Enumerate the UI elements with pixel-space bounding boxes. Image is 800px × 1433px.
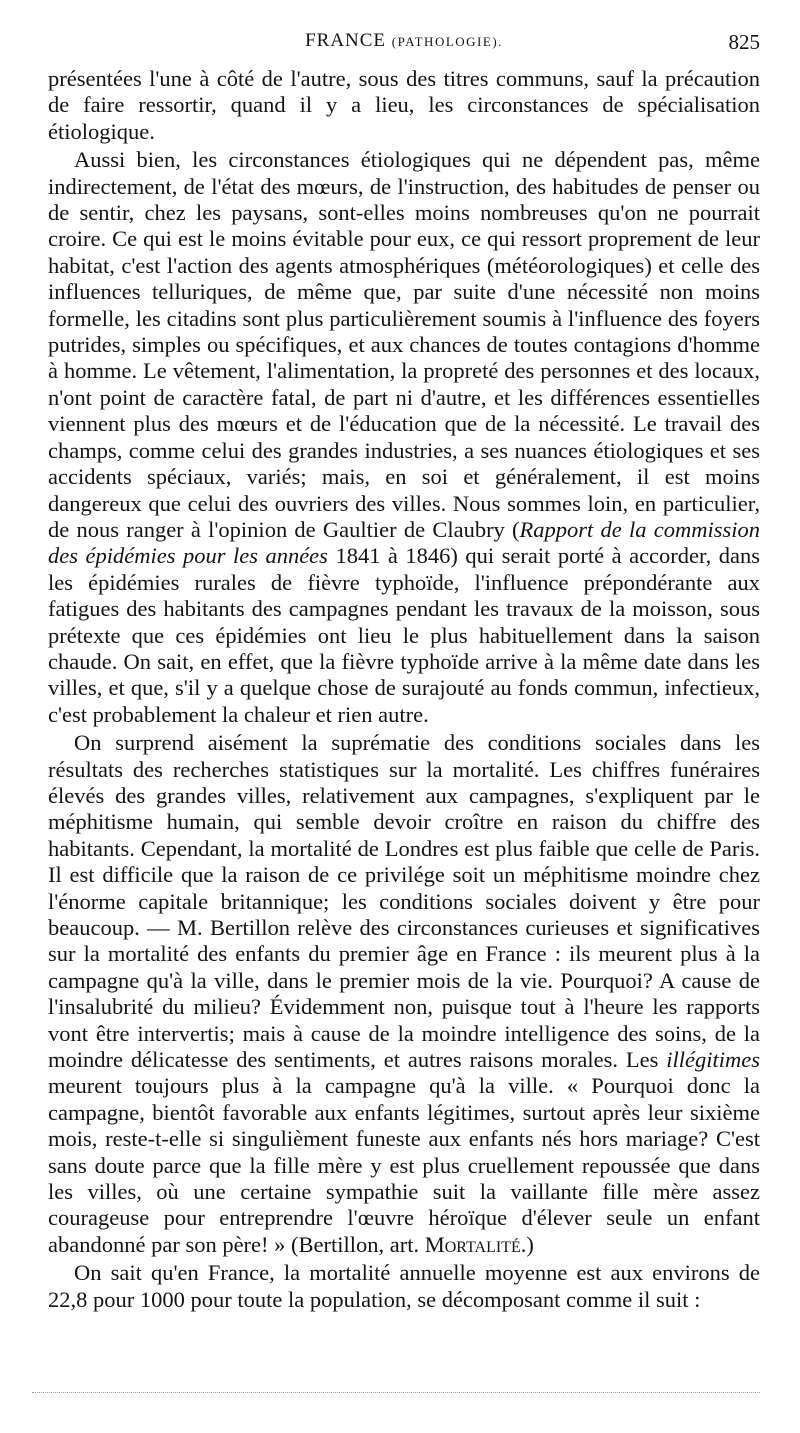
paragraph-text: ) qui serait porté à accorder, dans les épidémies rurales de fièvre typhoïde, l'influence prépondérante aux fatigues des habitants des campagnes pendant les travaux de la moisson, sous prétexte que ces épidémies ont lieu le plus habituellement dans la saison chaude. On sait, en effet, que la fièvre typhoïde arrive à la même date dans les villes, et que, s'il y a quelque chose de surajouté au fonds commun, infectieux, c'est probablement la chaleur et rien autre. <box>48 543 760 727</box>
page-number: 825 <box>728 30 760 54</box>
emphasis-term: illégitimes <box>666 1047 760 1073</box>
paragraph-text: Aussi bien, les circonstances étiologiques qui ne dépendent pas, même indirectement, de l'état des mœurs, de l'instruction, des habitudes de penser ou de sentir, chez les paysans, sont-elles moins nombreuses qu'on ne pourrait croire. Ce qui est le moins évitable pour eux, ce qui ressort proprement de leur habitat, c'est l'action des agents atmosphériques (météorologiques) et celle des influences telluriques, de même que, par suite d'une nécessité non moins formelle, les citadins sont plus particulièrement soumis à l'influence des foyers putrides, simples ou spécifiques, et aux chances de toutes contagions d'homme à homme. Le vêtement, l'alimentation, la propreté des personnes et des locaux, n'ont point de caractère fatal, de part ni d'autre, et les différences essentielles viennent plus des mœurs et de l'éducation que de la nécessité. Le travail des champs, comme celui des grandes industries, a ses nuances étiologiques et ses accidents spéciaux, variés; mais, en soi et généralement, il est moins dangereux que celui des ouvriers des villes. Nous sommes loin, en particulier, de nous ranger à l'opinion de Gaultier de Claubry ( <box>48 147 760 542</box>
paragraph-mortality <box>48 730 760 1258</box>
report-years: 1841 à 1846 <box>335 543 451 569</box>
paragraph-text: meurent toujours plus à la campagne qu'à la ville. « Pourquoi donc la campagne, bientôt favorable aux enfants légitimes, surtout après leur sixième mois, reste-t-elle si singulièment funeste aux enfants nés hors mariage? C'est sans doute parce que la fille mère y est plus cruellement repoussée que dans les villes, où une certaine sympathie suit la vaillante fille mère assez courageuse pour entreprendre l'œuvre héroïque d'élever seule un enfant abandonné par son père! » (Bertillon, art. <box>48 1073 760 1257</box>
body-text <box>48 66 760 1313</box>
paragraph-text: présentées l'une à côté de l'autre, sous des titres communs, sauf la précaution de faire ressortir, quand il y a lieu, les circonstances de spécialisation étiologique. <box>48 66 760 144</box>
running-subtitle: (PATHOLOGIE). <box>391 34 503 49</box>
paragraph-text: .) <box>520 1231 534 1257</box>
article-title: Mortalité <box>424 1231 521 1257</box>
footer-rule <box>32 1392 760 1393</box>
running-title: FRANCE <box>305 30 387 51</box>
paragraph-statistics <box>48 1260 760 1313</box>
running-head <box>48 30 760 52</box>
report-citation: Rapport de la commission des épidémies pour les années <box>48 516 760 569</box>
paragraph-continuation <box>48 66 760 145</box>
paragraph-text: On surprend aisément la suprématie des conditions sociales dans les résultats des recherches statistiques sur la mortalité. Les chiffres funéraires élevés des grandes villes, relativement aux campagnes, s'expliquent par le méphitisme humain, qui semble devoir croître en raison du chiffre des habitants. Cependant, la mortalité de Londres est plus faible que celle de Paris. Il est difficile que la raison de ce privilége soit un méphitisme moindre chez l'énorme capitale britannique; les conditions sociales doivent y être pour beaucoup. — M. Bertillon relève des circonstances curieuses et significatives sur la mortalité des enfants du premier âge en France : ils meurent plus à la campagne qu'à la ville, dans le premier mois de la vie. Pourquoi? A cause de l'insalubrité du milieu? Évidemment non, puisque tout à l'heure les rapports vont être intervertis; mais à cause de la moindre intelligence des soins, de la moindre délicatesse des sentiments, et autres raisons morales. Les <box>48 730 760 1073</box>
paragraph-etiology <box>48 147 760 728</box>
paragraph-text: On sait qu'en France, la mortalité annuelle moyenne est aux environs de 22,8 pour 1000 pour toute la population, se décomposant comme il suit : <box>48 1260 760 1312</box>
page-header <box>48 30 760 54</box>
